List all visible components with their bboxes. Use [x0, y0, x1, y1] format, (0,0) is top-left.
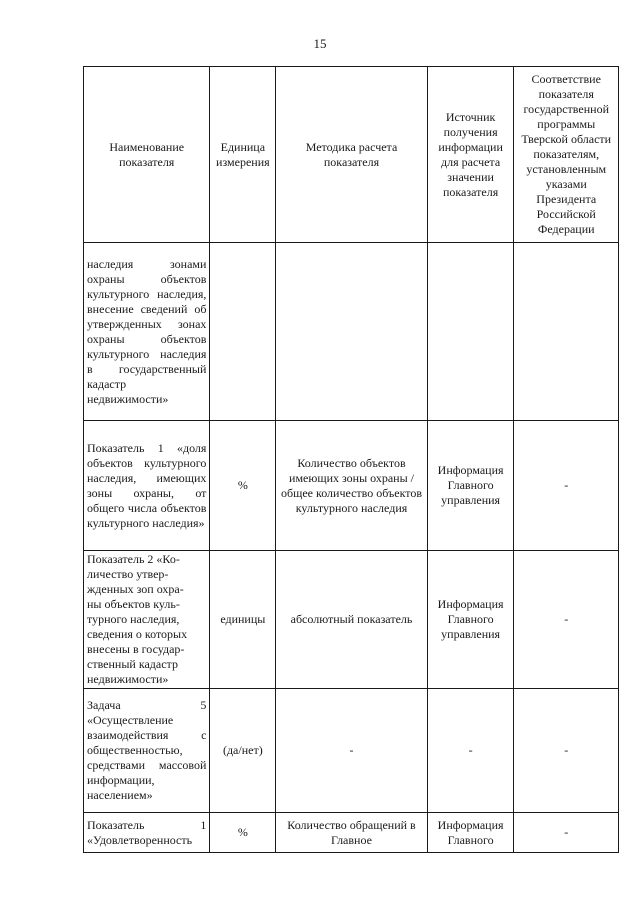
cell-method: абсолютный показатель [276, 551, 428, 689]
cell-method: Количество объектов имеющих зоны охраны /общее количество объектов культурного наследия [276, 421, 428, 551]
cell-compliance: - [514, 551, 619, 689]
cell-unit: (да/нет) [210, 689, 276, 813]
table-row [84, 243, 619, 421]
header-indicator-name: Наименование показателя [84, 67, 210, 243]
cell-name: Показатель 1 «доля объектов культурного наследия, имеющих зоны охраны, от общего числа объектов культурного наследия» [84, 421, 210, 551]
table-row [84, 551, 619, 689]
cell-method: - [276, 689, 428, 813]
page-number: 15 [313, 36, 327, 51]
table-row [84, 813, 619, 853]
cell-compliance: - [514, 689, 619, 813]
cell-source: Информация Главного управления [427, 551, 514, 689]
cell-source: - [427, 689, 514, 813]
header-source: Источник получения информации для расчета значении показателя [427, 67, 514, 243]
table-header-row [84, 67, 619, 243]
cell-unit: % [210, 813, 276, 853]
cell-name: наследия зонами охраны объектов культурного наследия, внесение сведений об утвержденных зонах охраны объектов культурного наследия в государственный кадастр недвижимости» [84, 243, 210, 421]
indicators-table [83, 66, 619, 853]
cell-unit: % [210, 421, 276, 551]
cell-name: Показатель 1 «Удовлетворенность [84, 813, 210, 853]
header-method: Методика расчета показателя [276, 67, 428, 243]
table-row [84, 689, 619, 813]
cell-unit: единицы [210, 551, 276, 689]
cell-source: Информация Главного управления [427, 421, 514, 551]
cell-unit [210, 243, 276, 421]
cell-compliance: - [514, 813, 619, 853]
cell-source: Информация Главного [427, 813, 514, 853]
cell-name: Показатель 2 «Ко- личество утвер- жденных зоп охра- ны объектов куль- турного наследия, сведения о которых внесены в государ- ственный кадастр недвижимости» [84, 551, 210, 689]
cell-compliance [514, 243, 619, 421]
table-row [84, 421, 619, 551]
header-compliance: Соответствие показателя государственной программы Тверской области показателям, установленным указами Президента Российской Федерации [514, 67, 619, 243]
header-unit: Единица измерения [210, 67, 276, 243]
cell-source [427, 243, 514, 421]
cell-name: Задача 5 «Осуществление взаимодействия с общественностью, средствами массовой информации, населением» [84, 689, 210, 813]
cell-compliance: - [514, 421, 619, 551]
cell-method [276, 243, 428, 421]
cell-method: Количество обращений в Главное [276, 813, 428, 853]
